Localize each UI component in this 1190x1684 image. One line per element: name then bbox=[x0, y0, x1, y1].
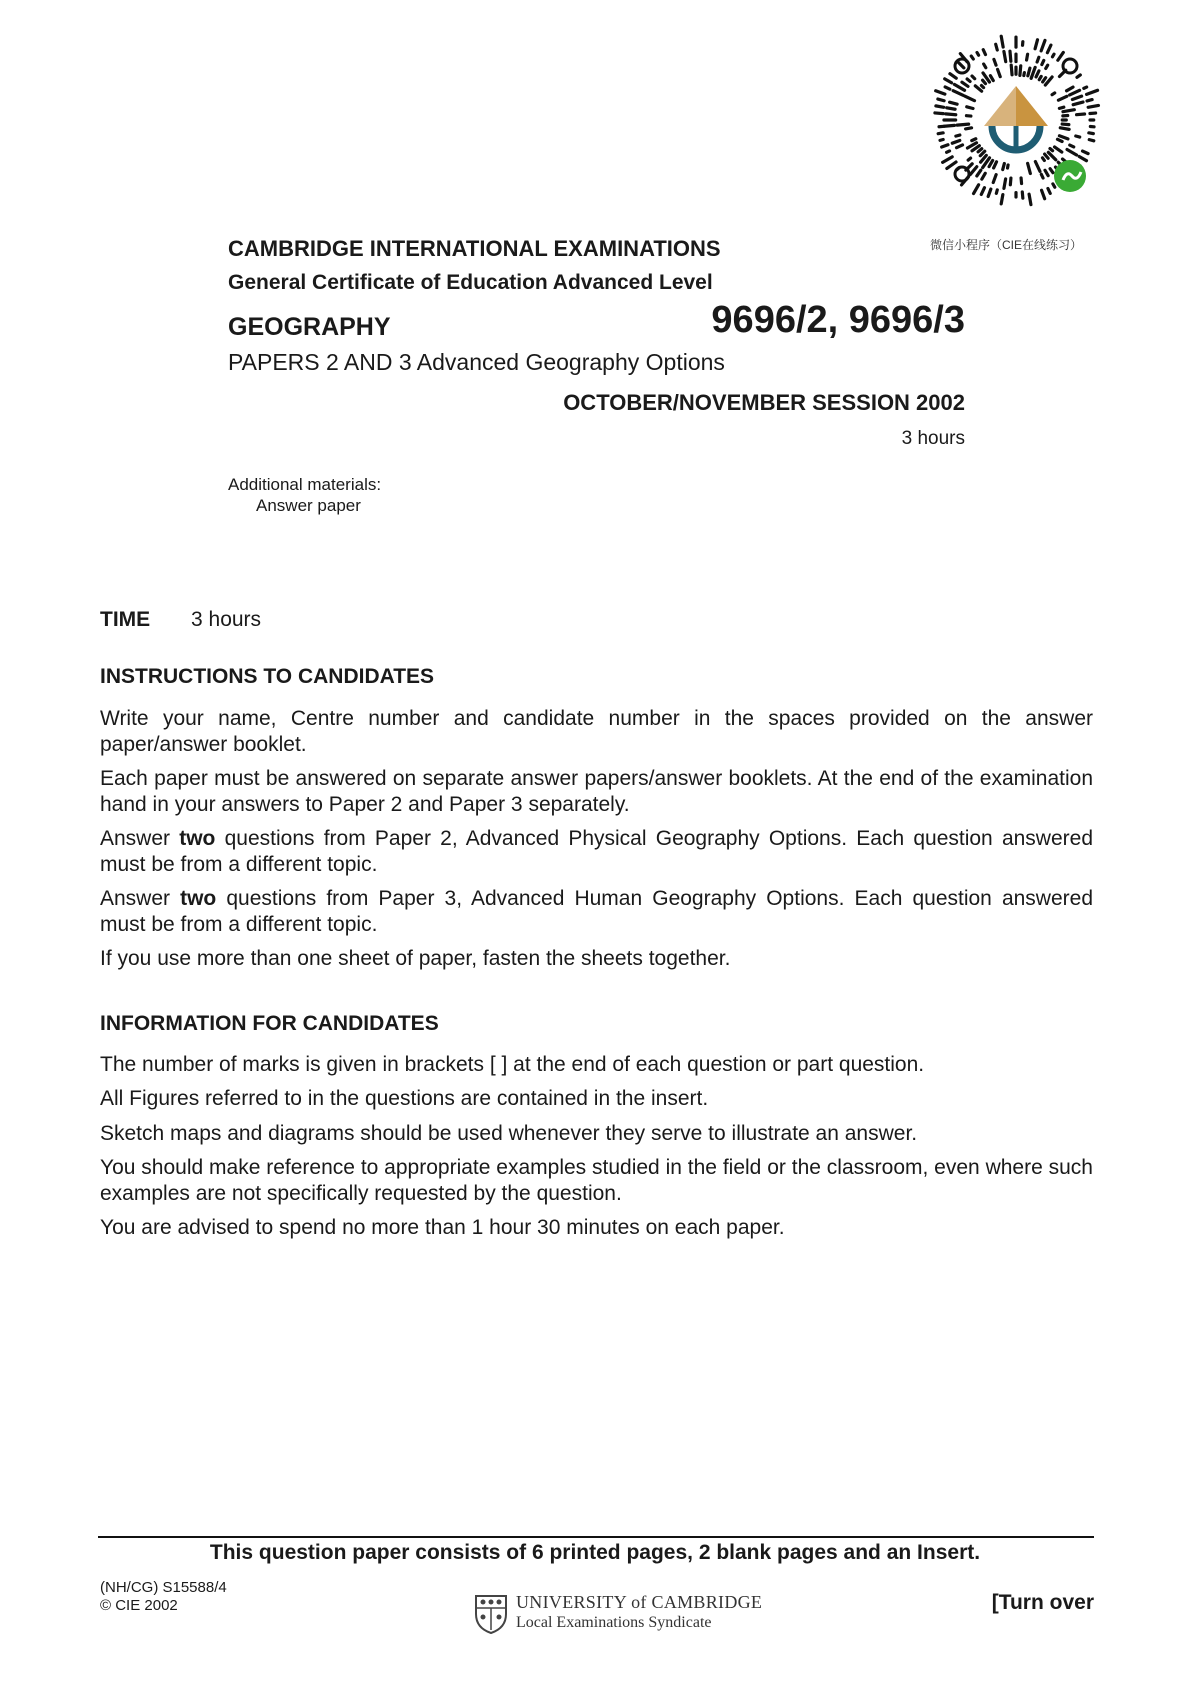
qr-dash bbox=[1057, 139, 1062, 141]
qr-dash bbox=[945, 87, 950, 89]
qr-dash bbox=[1052, 54, 1054, 57]
page-count-note: This question paper consists of 6 printed pages, 2 blank pages and an Insert. bbox=[209, 1541, 981, 1564]
qualification: General Certificate of Education Advanced Level bbox=[228, 271, 713, 294]
qr-code-icon bbox=[926, 30, 1106, 210]
qr-dash bbox=[1063, 110, 1074, 112]
footer-rule bbox=[98, 1536, 1094, 1538]
qr-dash bbox=[956, 135, 960, 136]
qr-caption: 微信小程序（CIE在线练习） bbox=[930, 238, 1083, 252]
qr-dash bbox=[982, 173, 985, 179]
qr-dash bbox=[1022, 192, 1023, 198]
qr-dash bbox=[1050, 149, 1053, 151]
qr-dash bbox=[980, 151, 984, 155]
qr-dash bbox=[1089, 140, 1094, 141]
qr-dash bbox=[1024, 73, 1025, 76]
additional-materials-item: Answer paper bbox=[256, 496, 361, 515]
qr-dash bbox=[1042, 60, 1044, 64]
qr-dash bbox=[1011, 65, 1012, 75]
qr-dash bbox=[1001, 195, 1003, 204]
copyright: © CIE 2002 bbox=[100, 1597, 178, 1614]
qr-dash bbox=[983, 80, 986, 83]
crest-icon bbox=[472, 1592, 510, 1634]
qr-dash bbox=[1072, 96, 1081, 99]
information-paragraph: All Figures referred to in the questions are contained in the insert. bbox=[100, 1087, 709, 1110]
instruction-paragraph: Answer two questions from Paper 2, Advanced Physical Geography Options. Each question answered must be from a different topic. bbox=[100, 827, 1093, 876]
qr-dash bbox=[981, 85, 983, 87]
information-paragraph: You should make reference to appropriate examples studied in the field or the classroom, even where such examples are not specifically requested by the question. bbox=[100, 1156, 1093, 1205]
qr-dash bbox=[957, 124, 968, 125]
qr-dash bbox=[950, 102, 957, 104]
qr-dash bbox=[1079, 156, 1086, 160]
qr-dash bbox=[998, 69, 1001, 76]
qr-dash bbox=[990, 76, 993, 81]
qr-dash bbox=[1039, 76, 1041, 79]
qr-dash bbox=[983, 50, 985, 55]
qr-dash bbox=[954, 84, 964, 90]
qr-dash bbox=[946, 114, 956, 115]
qr-dash bbox=[977, 52, 979, 55]
qr-dash bbox=[962, 82, 968, 86]
qr-dash bbox=[1070, 90, 1080, 95]
qr-dash bbox=[1087, 90, 1098, 94]
qr-dash bbox=[1041, 174, 1043, 178]
instruction-paragraph: Each paper must be answered on separate answer papers/answer booklets. At the end of the examination hand in your answers to Paper 2 and Paper 3 separately. bbox=[100, 767, 1093, 816]
qr-dash bbox=[1041, 40, 1045, 50]
information-paragraph: The number of marks is given in brackets [ ] at the end of each question or part question. bbox=[100, 1053, 925, 1076]
logo-university: UNIVERSITY of CAMBRIDGE bbox=[516, 1592, 763, 1612]
qr-dash bbox=[970, 167, 976, 175]
qr-dash bbox=[984, 64, 986, 68]
qr-dash bbox=[1045, 154, 1048, 158]
qr-dash bbox=[1003, 164, 1005, 170]
qr-dash bbox=[953, 91, 963, 96]
qr-dash bbox=[1042, 190, 1045, 198]
qr-dash bbox=[1084, 87, 1087, 88]
qr-dash bbox=[1048, 189, 1050, 194]
qr-dash bbox=[944, 125, 954, 126]
qr-dash bbox=[947, 162, 956, 168]
qr-dash bbox=[1059, 136, 1068, 139]
exam-board: CAMBRIDGE INTERNATIONAL EXAMINATIONS bbox=[228, 236, 721, 261]
qr-dash bbox=[965, 96, 975, 101]
additional-materials-label: Additional materials: bbox=[228, 475, 382, 494]
time-value: 3 hours bbox=[191, 608, 262, 631]
qr-dash bbox=[945, 79, 952, 83]
qr-dash bbox=[978, 149, 982, 152]
qr-dash bbox=[1010, 178, 1011, 185]
qr-dash bbox=[1004, 51, 1006, 61]
qr-dash bbox=[947, 151, 950, 152]
qr-dash bbox=[1043, 158, 1045, 161]
information-paragraph: Sketch maps and diagrams should be used whenever they serve to illustrate an answer. bbox=[100, 1122, 918, 1145]
qr-dash bbox=[1052, 93, 1055, 95]
qr-dash bbox=[936, 106, 944, 107]
qr-dash bbox=[967, 107, 973, 109]
qr-dash bbox=[1045, 170, 1048, 175]
qr-dash bbox=[1037, 57, 1039, 62]
paper-reference: (NH/CG) S15588/4 bbox=[100, 1579, 227, 1596]
qr-dash bbox=[1070, 145, 1074, 147]
cambridge-logo bbox=[472, 1592, 763, 1636]
qr-dash bbox=[1059, 107, 1063, 108]
qr-dash bbox=[1077, 75, 1080, 77]
qr-dash bbox=[1035, 40, 1037, 49]
qr-dash bbox=[957, 145, 963, 148]
qr-dash bbox=[950, 74, 956, 78]
qr-dash bbox=[1067, 87, 1073, 91]
qr-dash bbox=[1008, 165, 1009, 168]
qr-dash bbox=[935, 113, 943, 114]
time-label: TIME bbox=[100, 608, 151, 631]
qr-dash bbox=[936, 91, 945, 94]
emphasis-text: two bbox=[180, 887, 217, 910]
qr-dash bbox=[989, 160, 993, 166]
qr-dash bbox=[981, 188, 984, 195]
information-paragraph: You are advised to spend no more than 1 hour 30 minutes on each paper. bbox=[100, 1216, 785, 1239]
qr-dash bbox=[994, 59, 996, 65]
logo-syndicate: Local Examinations Syndicate bbox=[516, 1614, 712, 1631]
qr-dash bbox=[1001, 36, 1003, 47]
qr-dash bbox=[1077, 114, 1085, 115]
qr-dash bbox=[994, 162, 997, 168]
qr-dash bbox=[1055, 147, 1062, 152]
qr-dash bbox=[957, 61, 963, 67]
qr-dash bbox=[1028, 163, 1031, 173]
qr-dash bbox=[1058, 52, 1063, 60]
information-heading: INFORMATION FOR CANDIDATES bbox=[100, 1012, 439, 1035]
qr-dash bbox=[1020, 66, 1021, 76]
qr-dash bbox=[940, 140, 943, 141]
qr-dash bbox=[1088, 105, 1098, 107]
qr-dash bbox=[943, 157, 953, 163]
paper-code: 9696/2, 9696/3 bbox=[711, 299, 965, 341]
qr-dash bbox=[1050, 169, 1053, 173]
qr-dash bbox=[967, 79, 970, 81]
emphasis-text: two bbox=[179, 827, 216, 850]
qr-dash bbox=[974, 185, 979, 194]
qr-dash bbox=[1004, 179, 1006, 189]
qr-dash bbox=[1089, 133, 1094, 134]
qr-dash bbox=[972, 139, 976, 141]
qr-dash bbox=[1036, 71, 1039, 77]
qr-dash bbox=[1029, 194, 1031, 204]
qr-dash bbox=[971, 56, 973, 59]
qr-dash bbox=[996, 190, 997, 193]
qr-dash bbox=[1060, 128, 1069, 130]
session: OCTOBER/NOVEMBER SESSION 2002 bbox=[563, 390, 965, 415]
qr-dash bbox=[1053, 184, 1055, 187]
qr-dash bbox=[1083, 151, 1089, 154]
turn-over: [Turn over bbox=[991, 1591, 1094, 1614]
qr-dash bbox=[1046, 65, 1048, 68]
qr-dash bbox=[952, 140, 959, 143]
qr-dash bbox=[993, 175, 996, 183]
qr-dash bbox=[1047, 45, 1051, 53]
qr-dash bbox=[1028, 68, 1030, 76]
qr-dash bbox=[1010, 51, 1011, 61]
qr-dash bbox=[1076, 136, 1080, 137]
qr-dash bbox=[1035, 162, 1040, 172]
qr-dash bbox=[1062, 124, 1069, 125]
instructions-heading: INSTRUCTIONS TO CANDIDATES bbox=[100, 665, 435, 688]
qr-dash bbox=[968, 158, 970, 160]
duration: 3 hours bbox=[901, 428, 965, 449]
qr-dash bbox=[938, 133, 943, 134]
instruction-paragraph: If you use more than one sheet of paper, fasten the sheets together. bbox=[100, 947, 731, 970]
qr-dash bbox=[1073, 102, 1083, 105]
qr-dash bbox=[966, 128, 972, 129]
qr-dash bbox=[942, 145, 948, 147]
papers-line: PAPERS 2 AND 3 Advanced Geography Options bbox=[228, 349, 725, 375]
subject-title: GEOGRAPHY bbox=[228, 313, 391, 341]
qr-dash bbox=[1087, 100, 1092, 101]
qr-dash bbox=[1027, 54, 1028, 60]
qr-dash bbox=[938, 99, 944, 101]
qr-dash bbox=[988, 189, 991, 196]
qr-dash bbox=[1058, 96, 1066, 100]
qr-dash bbox=[996, 44, 998, 50]
instruction-paragraph: Answer two questions from Paper 3, Advanced Human Geography Options. Each question answered must be from a different topic. bbox=[100, 887, 1093, 936]
qr-dash bbox=[1067, 149, 1076, 154]
qr-dash bbox=[1043, 78, 1046, 82]
qr-dash bbox=[972, 76, 975, 79]
qr-dash bbox=[947, 108, 955, 109]
qr-dash bbox=[977, 170, 981, 176]
instruction-paragraph: Write your name, Centre number and candidate number in the spaces provided on the answer paper/answer booklet. bbox=[100, 707, 1093, 756]
